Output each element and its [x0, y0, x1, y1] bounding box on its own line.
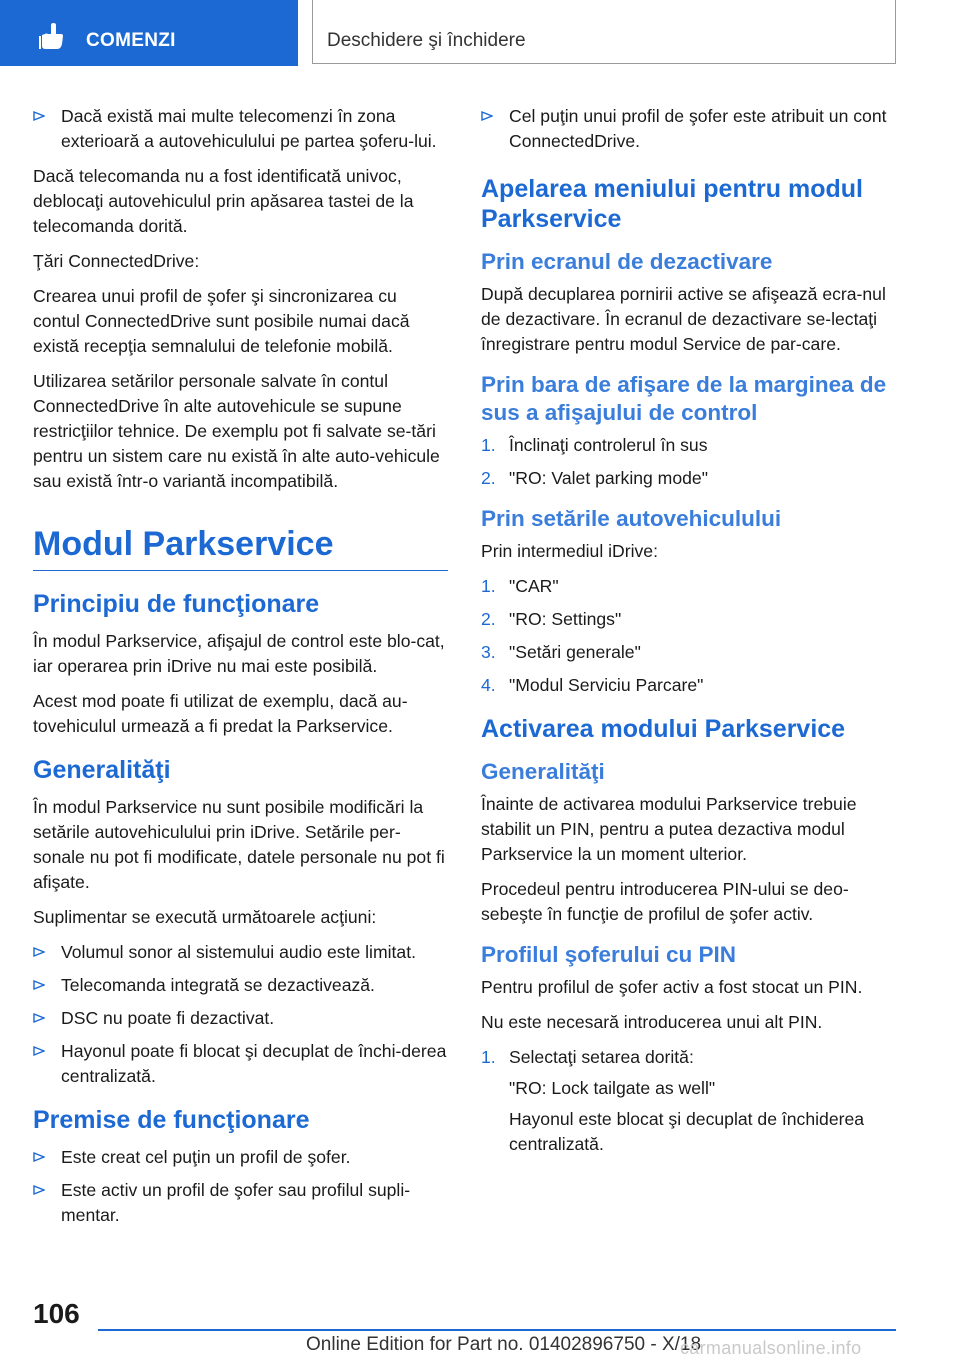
- section-heading: Activarea modului Parkservice: [481, 715, 846, 743]
- triangle-bullet-icon: [481, 110, 493, 122]
- paragraph: Ţări ConnectedDrive:: [33, 251, 200, 271]
- bullet-list: [33, 104, 448, 154]
- triangle-bullet-icon: [33, 1184, 45, 1196]
- step-detail: "RO: Lock tailgate as well": [509, 1078, 716, 1098]
- list-item: Este activ un profil de şofer sau profilul supli-mentar.: [33, 1178, 448, 1228]
- step-number: 1.: [481, 1047, 496, 1067]
- triangle-bullet-icon: [33, 1012, 45, 1024]
- paragraph: Crearea unui profil de şofer şi sincronizarea cu contul ConnectedDrive sunt posibile numai dacă există recepţia semnalului de telefonie mobilă.: [33, 286, 410, 356]
- paragraph: Prin intermediul iDrive:: [481, 541, 658, 561]
- list-item: Cel puţin unui profil de şofer este atribuit un cont ConnectedDrive.: [481, 104, 896, 154]
- list-item: Telecomanda integrată se dezactivează.: [33, 973, 448, 998]
- list-item: 1. Înclinaţi controlerul în sus: [481, 433, 896, 458]
- list-item: Hayonul poate fi blocat şi decuplat de închi-derea centralizată.: [33, 1039, 448, 1089]
- step-number: 3.: [481, 642, 496, 662]
- subsection-heading: Generalităţi: [481, 759, 605, 784]
- subsection-heading: Prin ecranul de dezactivare: [481, 249, 773, 274]
- step-number: 1.: [481, 576, 496, 596]
- list-item: 2. "RO: Settings": [481, 607, 896, 632]
- paragraph: Înainte de activarea modului Parkservice trebuie stabilit un PIN, pentru a putea dezactiva modul Parkservice la un moment ulterior.: [481, 794, 857, 864]
- triangle-bullet-icon: [33, 110, 45, 122]
- page-number: 106: [33, 1298, 80, 1329]
- numbered-list: [481, 574, 896, 698]
- list-item: DSC nu poate fi dezactivat.: [33, 1006, 448, 1031]
- bullet-list: [33, 1145, 448, 1228]
- chapter-heading: Modul Parkservice: [33, 524, 448, 571]
- header-accent-rule: [0, 64, 298, 66]
- section-heading: Generalităţi: [33, 756, 171, 784]
- list-item: Este creat cel puţin un profil de şofer.: [33, 1145, 448, 1170]
- triangle-bullet-icon: [33, 946, 45, 958]
- footer-rule: [98, 1329, 896, 1331]
- bullet-list: [33, 940, 448, 1089]
- step-number: 1.: [481, 435, 496, 455]
- triangle-bullet-icon: [33, 1045, 45, 1057]
- bullet-list: [481, 104, 896, 154]
- list-item: 3. "Setări generale": [481, 640, 896, 665]
- chapter-label: COMENZI: [86, 30, 176, 51]
- edition-text: Online Edition for Part no. 01402896750 - X/18: [306, 1334, 702, 1355]
- right-column: [481, 104, 896, 1167]
- paragraph: În modul Parkservice, afişajul de control este blo-cat, iar operarea prin iDrive nu mai este posibilă.: [33, 631, 445, 676]
- section-tab[interactable]: [312, 0, 896, 64]
- section-heading: Premise de funcţionare: [33, 1106, 310, 1134]
- paragraph: Pentru profilul de şofer activ a fost stocat un PIN.: [481, 977, 863, 997]
- page-header: [0, 0, 960, 66]
- numbered-list: [481, 1045, 896, 1157]
- step-number: 4.: [481, 675, 496, 695]
- list-item: Volumul sonor al sistemului audio este limitat.: [33, 940, 448, 965]
- triangle-bullet-icon: [33, 979, 45, 991]
- paragraph: Nu este necesară introducerea unui alt PIN.: [481, 1012, 823, 1032]
- step-detail: Hayonul este blocat şi decuplat de închiderea centralizată.: [509, 1109, 865, 1154]
- subsection-heading: Prin setările autovehiculului: [481, 506, 782, 531]
- numbered-list: [481, 433, 896, 491]
- paragraph: Procedeul pentru introducerea PIN-ului se deo-sebeşte în funcţie de profilul de şofer activ.: [481, 879, 849, 924]
- list-item: Dacă există mai multe telecomenzi în zona exterioară a autovehiculului pe partea şoferu-lui.: [33, 104, 448, 154]
- chapter-tab[interactable]: [0, 0, 298, 64]
- list-item: 4. "Modul Serviciu Parcare": [481, 673, 896, 698]
- paragraph: După decuplarea pornirii active se afişează ecra-nul de dezactivare. În ecranul de dezactivare se-lectaţi înregistrare pentru modul Service de par-care.: [481, 284, 886, 354]
- watermark: carmanualsonline.info: [680, 1338, 862, 1358]
- step-number: 2.: [481, 468, 496, 488]
- subsection-heading: Profilul şoferului cu PIN: [481, 942, 737, 967]
- list-item: 2. "RO: Valet parking mode": [481, 466, 896, 491]
- paragraph: Suplimentar se execută următoarele acţiuni:: [33, 907, 377, 927]
- paragraph: Dacă telecomanda nu a fost identificată univoc, deblocaţi autovehiculul prin apăsarea tastei de la telecomanda dorită.: [33, 166, 414, 236]
- section-heading: Principiu de funcţionare: [33, 590, 320, 618]
- paragraph: Utilizarea setărilor personale salvate în contul ConnectedDrive în alte autovehicule se supune restricţiilor tehnice. De exemplu pot fi salvate se-tări pentru un sistem care nu există în alte auto-vehicule sau există într-o variantă incompatibilă.: [33, 371, 440, 491]
- hand-pointer-icon: [38, 22, 64, 50]
- list-item: 1. Selectaţi setarea dorită: "RO: Lock tailgate as well" Hayonul este blocat şi decuplat de închiderea centralizată.: [481, 1045, 896, 1157]
- triangle-bullet-icon: [33, 1151, 45, 1163]
- left-column: [33, 104, 448, 1238]
- section-heading: Apelarea meniului pentru modul Parkservice: [481, 175, 863, 233]
- paragraph: Acest mod poate fi utilizat de exemplu, dacă au-tovehiculul urmează a fi predat la Parkservice.: [33, 691, 408, 736]
- list-item: 1. "CAR": [481, 574, 896, 599]
- paragraph: În modul Parkservice nu sunt posibile modificări la setările autovehiculului prin iDrive. Setările per-sonale nu pot fi modificate, datele personale nu pot fi afişate.: [33, 797, 445, 892]
- step-number: 2.: [481, 609, 496, 629]
- subsection-heading: Prin bara de afişare de la marginea de sus a afişajului de control: [481, 372, 887, 425]
- section-label: Deschidere şi închidere: [327, 30, 526, 51]
